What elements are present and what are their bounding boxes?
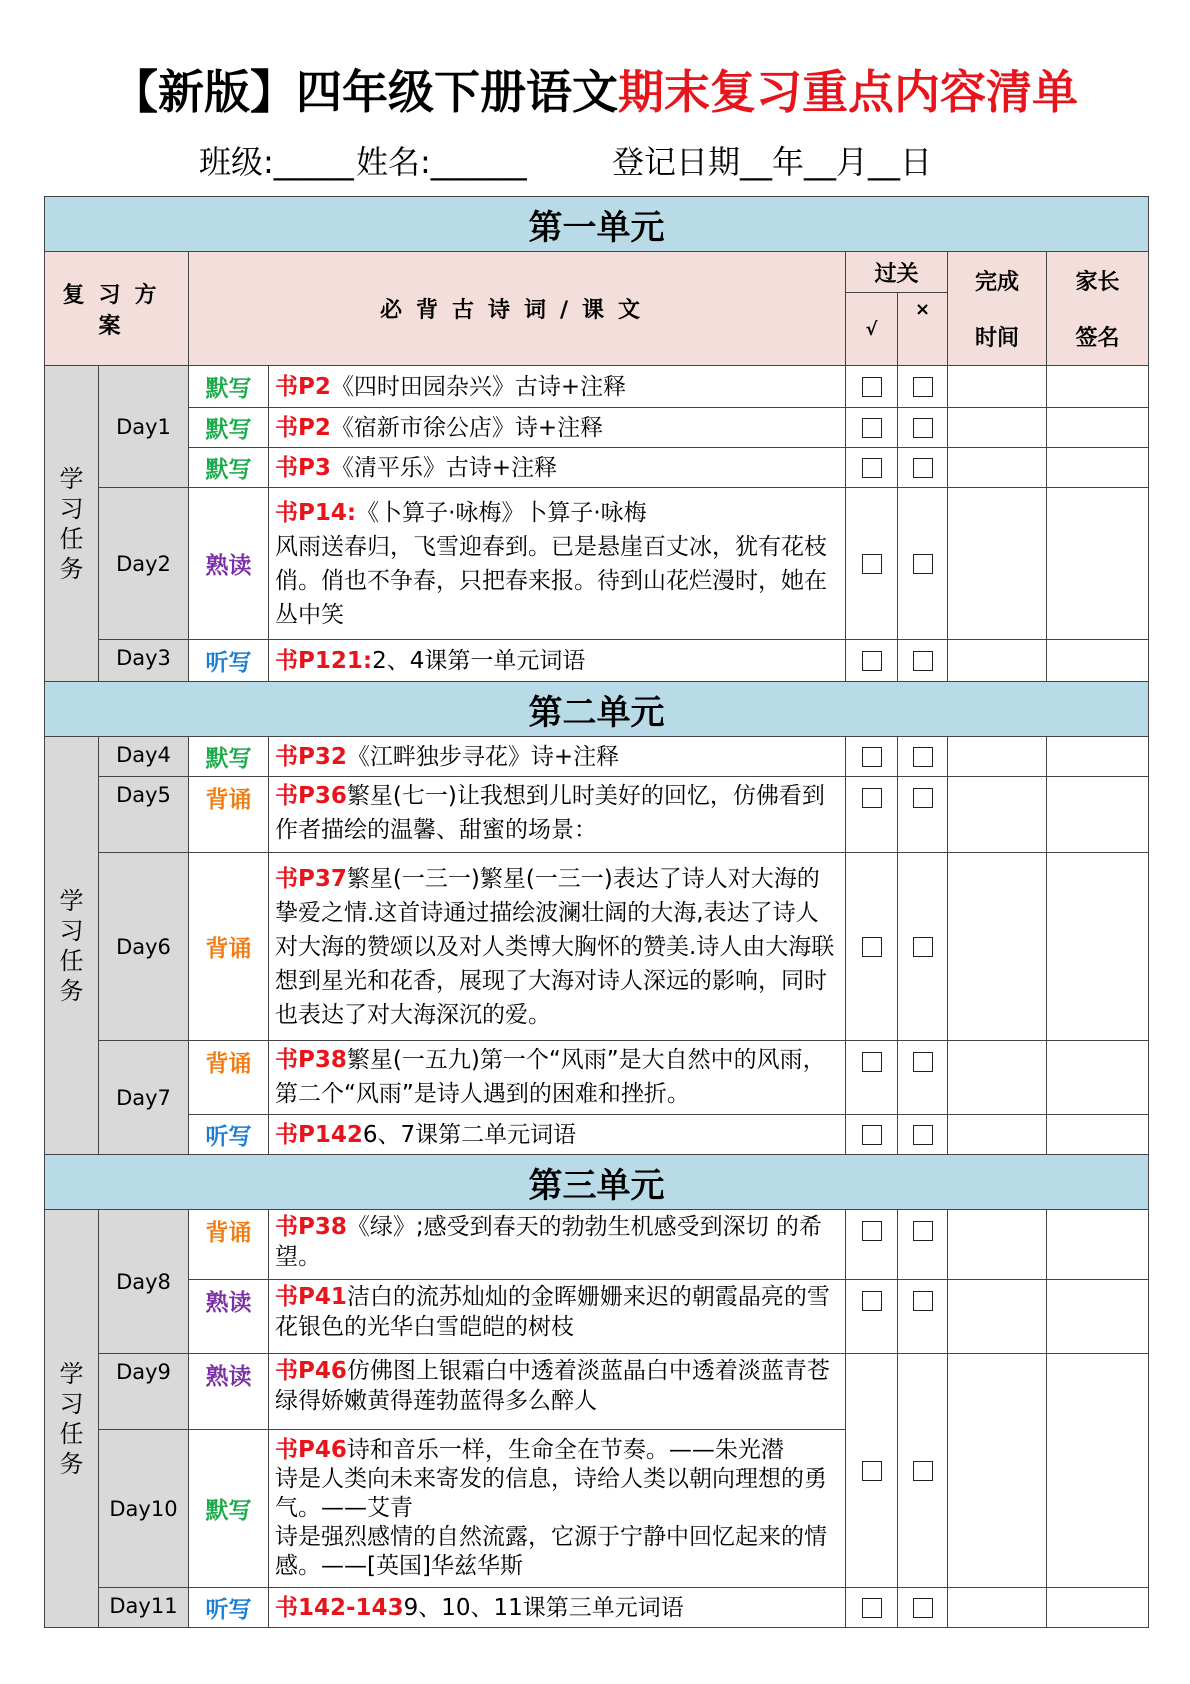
table-row: [45, 1280, 1149, 1354]
pass-checkbox[interactable]: [862, 1291, 882, 1311]
fail-checkbox[interactable]: [913, 1598, 933, 1618]
day-label: Day6: [99, 853, 189, 1041]
finish-time-cell[interactable]: [948, 408, 1047, 448]
title-black: 【新版】四年级下册语文: [112, 65, 618, 119]
finish-time-cell[interactable]: [948, 366, 1047, 408]
parent-sign-header: 家长 签名: [1047, 252, 1149, 366]
fail-checkbox[interactable]: [913, 1291, 933, 1311]
task-label: 学习任务: [45, 366, 99, 682]
table-row: [45, 777, 1149, 853]
finish-time-cell[interactable]: [948, 737, 1047, 777]
parent-sign-cell[interactable]: [1047, 1210, 1149, 1280]
content-cell: 书P14:《卜算子·咏梅》卜算子·咏梅 风雨送春归，飞雪迎春到。已是悬崖百丈冰，犹有花枝俏。俏也不争春，只把春来报。待到山花烂漫时，她在丛中笑: [269, 488, 846, 640]
content-cell: 书P1426、7课第二单元词语: [269, 1115, 846, 1155]
fail-checkbox[interactable]: [913, 937, 933, 957]
day-label: Day7: [99, 1041, 189, 1155]
content-cell: 书142-1439、10、11课第三单元词语: [269, 1588, 846, 1628]
fail-checkbox[interactable]: [913, 788, 933, 808]
task-label: 学习任务: [45, 1210, 99, 1628]
pass-checkbox[interactable]: [862, 788, 882, 808]
finish-time-cell[interactable]: [948, 640, 1047, 682]
table-row: [45, 408, 1149, 448]
info-line: [0, 140, 1190, 184]
parent-sign-cell[interactable]: [1047, 408, 1149, 448]
parent-sign-cell[interactable]: [1047, 737, 1149, 777]
finish-time-cell[interactable]: [948, 853, 1047, 1041]
finish-time-cell[interactable]: [948, 1354, 1047, 1588]
class-field[interactable]: 班级:_____: [199, 143, 354, 181]
parent-sign-cell[interactable]: [1047, 448, 1149, 488]
parent-sign-cell[interactable]: [1047, 777, 1149, 853]
unit-title: 第二单元: [45, 682, 1149, 737]
page-title: [0, 62, 1190, 122]
pass-checkbox[interactable]: [862, 1598, 882, 1618]
plan-header: 复习方案: [45, 252, 189, 366]
pass-checkbox[interactable]: [862, 1461, 882, 1481]
fail-checkbox[interactable]: [913, 1125, 933, 1145]
pass-checkbox[interactable]: [862, 1125, 882, 1145]
parent-sign-cell[interactable]: [1047, 853, 1149, 1041]
finish-time-cell[interactable]: [948, 1588, 1047, 1628]
content-cell: 书P37繁星(一三一)繁星(一三一)表达了诗人对大海的挚爱之情.这首诗通过描绘波澜壮阔的大海,表达了诗人对大海的赞颂以及对人类博大胸怀的赞美.诗人由大海联想到星光和花香，展现了大海对诗人深远的影响，同时也表达了对大海深沉的爱。: [269, 853, 846, 1041]
pass-checkbox[interactable]: [862, 554, 882, 574]
action-label: 熟读: [189, 488, 269, 640]
finish-time-cell[interactable]: [948, 777, 1047, 853]
review-table: [44, 196, 1149, 1628]
day-label: Day3: [99, 640, 189, 682]
content-cell: 书P36繁星(七一)让我想到儿时美好的回忆，仿佛看到作者描绘的温馨、甜蜜的场景：: [269, 777, 846, 853]
date-field[interactable]: 登记日期__年__月__日: [612, 143, 933, 181]
day-label: Day4: [99, 737, 189, 777]
content-cell: 书P46仿佛图上银霜白中透着淡蓝晶白中透着淡蓝青苍绿得娇嫩黄得莲勃蓝得多么醉人: [269, 1354, 846, 1430]
content-cell: 书P3《清平乐》古诗+注释: [269, 448, 846, 488]
parent-sign-cell[interactable]: [1047, 1588, 1149, 1628]
content-cell: 书P121:2、4课第一单元词语: [269, 640, 846, 682]
action-label: 默写: [189, 366, 269, 408]
table-row: [45, 1115, 1149, 1155]
fail-checkbox[interactable]: [913, 554, 933, 574]
content-cell: 书P32《江畔独步寻花》诗+注释: [269, 737, 846, 777]
table-row: [45, 366, 1149, 408]
parent-sign-cell[interactable]: [1047, 640, 1149, 682]
action-label: 听写: [189, 640, 269, 682]
fail-checkbox[interactable]: [913, 377, 933, 397]
action-label: 默写: [189, 448, 269, 488]
fail-checkbox[interactable]: [913, 1221, 933, 1241]
fail-checkbox[interactable]: [913, 458, 933, 478]
pass-checkbox[interactable]: [862, 937, 882, 957]
content-header: 必背古诗词/课文: [189, 252, 846, 366]
name-field[interactable]: 姓名:______: [356, 143, 527, 181]
action-label: 背诵: [189, 853, 269, 1041]
fail-checkbox[interactable]: [913, 418, 933, 438]
fail-checkbox[interactable]: [913, 651, 933, 671]
action-label: 默写: [189, 1430, 269, 1588]
action-label: 背诵: [189, 777, 269, 853]
content-cell: 书P2《四时田园杂兴》古诗+注释: [269, 366, 846, 408]
content-cell: 书P38《绿》;感受到春天的勃勃生机感受到深切 的希望。: [269, 1210, 846, 1280]
action-label: 默写: [189, 737, 269, 777]
table-row: [45, 1588, 1149, 1628]
finish-time-cell[interactable]: [948, 488, 1047, 640]
fail-checkbox[interactable]: [913, 1461, 933, 1481]
pass-header: 过关: [846, 252, 948, 293]
day-label: Day11: [99, 1588, 189, 1628]
unit-title: 第三单元: [45, 1155, 1149, 1210]
cross-header: ×: [898, 293, 948, 366]
fail-checkbox[interactable]: [913, 1052, 933, 1072]
pass-checkbox[interactable]: [862, 377, 882, 397]
parent-sign-cell[interactable]: [1047, 1041, 1149, 1115]
table-row: [45, 640, 1149, 682]
check-header: √: [846, 293, 898, 366]
content-cell: 书P2《宿新市徐公店》诗+注释: [269, 408, 846, 448]
pass-checkbox[interactable]: [862, 651, 882, 671]
table-row: [45, 1210, 1149, 1280]
day-label: Day1: [99, 366, 189, 488]
day-label: Day2: [99, 488, 189, 640]
table-row: [45, 853, 1149, 1041]
action-label: 熟读: [189, 1354, 269, 1430]
table-row: [45, 448, 1149, 488]
day-label: Day8: [99, 1210, 189, 1354]
table-row: [45, 737, 1149, 777]
action-label: 听写: [189, 1588, 269, 1628]
table-row: [45, 1041, 1149, 1115]
pass-checkbox[interactable]: [862, 747, 882, 767]
action-label: 熟读: [189, 1280, 269, 1354]
finish-time-cell[interactable]: [948, 1041, 1047, 1115]
parent-sign-cell[interactable]: [1047, 488, 1149, 640]
content-cell: 书P38繁星(一五九)第一个“风雨”是大自然中的风雨，第二个“风雨”是诗人遇到的困难和挫折。: [269, 1041, 846, 1115]
unit-title: 第一单元: [45, 197, 1149, 252]
parent-sign-cell[interactable]: [1047, 1115, 1149, 1155]
day-label: Day5: [99, 777, 189, 853]
parent-sign-cell[interactable]: [1047, 1354, 1149, 1588]
content-cell: 书P41洁白的流苏灿灿的金晖姗姗来迟的朝霞晶亮的雪花银色的光华白雪皑皑的树枝: [269, 1280, 846, 1354]
task-label: 学习任务: [45, 737, 99, 1155]
action-label: 背诵: [189, 1210, 269, 1280]
finish-time-header: 完成 时间: [948, 252, 1047, 366]
parent-sign-cell[interactable]: [1047, 366, 1149, 408]
parent-sign-cell[interactable]: [1047, 1280, 1149, 1354]
day-label: Day9: [99, 1354, 189, 1430]
table-row: [45, 1354, 1149, 1430]
pass-checkbox[interactable]: [862, 1052, 882, 1072]
action-label: 听写: [189, 1115, 269, 1155]
day-label: Day10: [99, 1430, 189, 1588]
action-label: 背诵: [189, 1041, 269, 1115]
finish-time-cell[interactable]: [948, 1280, 1047, 1354]
pass-checkbox[interactable]: [862, 458, 882, 478]
title-red: 期末复习重点内容清单: [618, 65, 1078, 119]
pass-checkbox[interactable]: [862, 1221, 882, 1241]
finish-time-cell[interactable]: [948, 448, 1047, 488]
content-cell: 书P46诗和音乐一样，生命全在节奏。——朱光潜 诗是人类向未来寄发的信息，诗给人类以朝向理想的勇气。——艾青 诗是强烈感情的自然流露，它源于宁静中回忆起来的情感。——[英国]华兹华斯: [269, 1430, 846, 1588]
fail-checkbox[interactable]: [913, 747, 933, 767]
action-label: 默写: [189, 408, 269, 448]
finish-time-cell[interactable]: [948, 1210, 1047, 1280]
table-row: [45, 488, 1149, 640]
pass-checkbox[interactable]: [862, 418, 882, 438]
finish-time-cell[interactable]: [948, 1115, 1047, 1155]
